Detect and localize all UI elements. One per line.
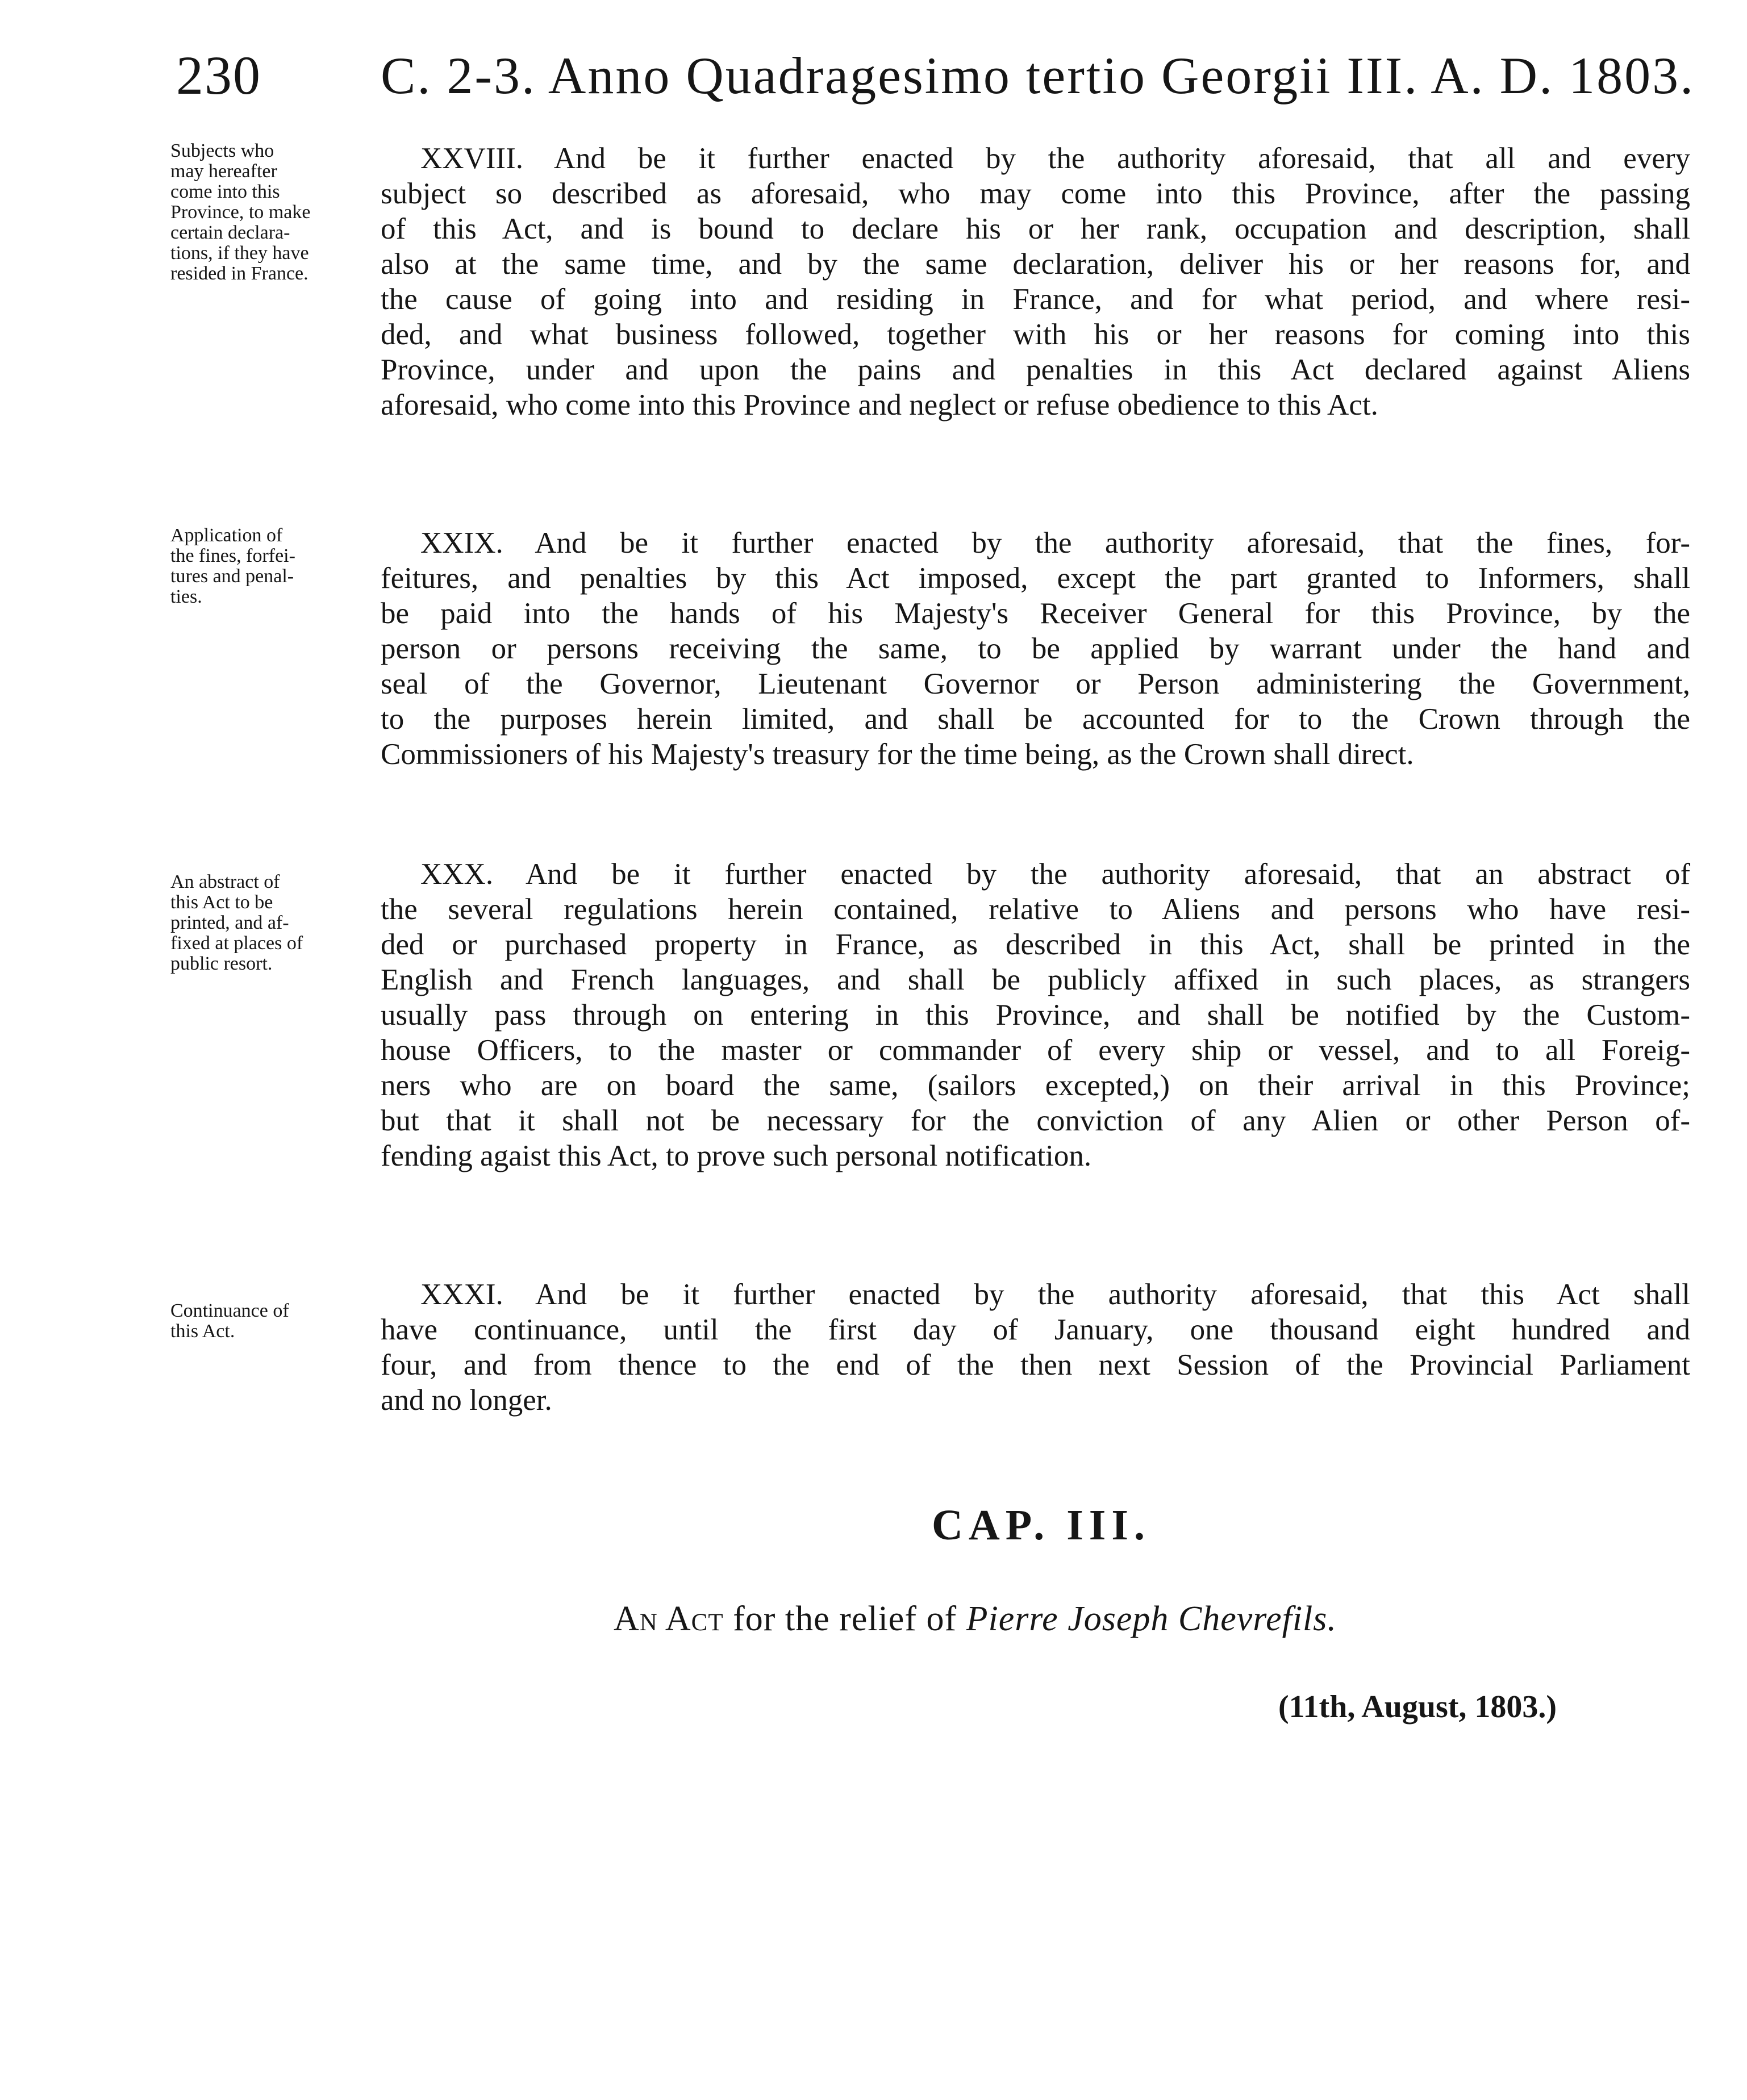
text-line: aforesaid, who come into this Province and neglect or refuse obedience to this Act. (381, 389, 1378, 421)
marginal-note-line: fixed at places of (170, 933, 303, 954)
text-line: fending agaist this Act, to prove such personal notification. (381, 1139, 1092, 1172)
text-line: feitures, and penalties by this Act imposed, except the part granted to Informers, shall (381, 562, 1690, 595)
chapter-title: CAP. III. (932, 1501, 1150, 1549)
text-line: of this Act, and is bound to declare his or her rank, occupation and description, shall (381, 212, 1690, 245)
marginal-note-line: may hereafter (170, 161, 277, 182)
page-number: 230 (176, 45, 261, 106)
marginal-note-line: this Act to be (170, 892, 273, 913)
act-title-middle: for the relief of (723, 1600, 966, 1638)
marginal-note-line: Subjects who (170, 140, 274, 161)
text-line: ded or purchased property in France, as described in this Act, shall be printed in the (381, 928, 1690, 961)
text-line: ners who are on board the same, (sailors excepted,) on their arrival in this Province; (381, 1069, 1690, 1102)
text-line: also at the same time, and by the same declaration, deliver his or her reasons for, and (381, 248, 1690, 281)
marginal-note-line: Application of (170, 525, 283, 546)
text-line: seal of the Governor, Lieutenant Governor or Person administering the Government, (381, 667, 1690, 700)
section-text (381, 141, 1690, 423)
text-line: have continuance, until the first day of January, one thousand eight hundred and (381, 1313, 1690, 1346)
text-line: usually pass through on entering in this Province, and shall be notified by the Custom- (381, 999, 1690, 1032)
marginal-note-line: Province, to make (170, 202, 311, 223)
marginal-note (170, 141, 366, 284)
act-title-name: Pierre Joseph Chevrefils. (966, 1600, 1337, 1638)
text-line: the several regulations herein contained, relative to Aliens and persons who have resi- (381, 893, 1690, 926)
text-line: Province, under and upon the pains and penalties in this Act declared against Aliens (381, 353, 1690, 386)
marginal-note-line: this Act. (170, 1321, 235, 1342)
text-line: XXIX. And be it further enacted by the authority aforesaid, that the fines, for- (420, 527, 1690, 560)
text-line: XXX. And be it further enacted by the authority aforesaid, that an abstract of (420, 858, 1690, 891)
act-title-prefix: An Act (614, 1600, 724, 1638)
section-text (381, 1277, 1690, 1418)
running-head: C. 2-3. Anno Quadragesimo tertio Georgii III. A. D. 1803. (381, 47, 1695, 105)
act-title (614, 1596, 1337, 1642)
marginal-note-line: public resort. (170, 953, 273, 974)
marginal-note-line: certain declara- (170, 222, 290, 243)
text-line: and no longer. (381, 1384, 552, 1417)
text-line: to the purposes herein limited, and shall be accounted for to the Crown through the (381, 703, 1690, 736)
marginal-note-line: An abstract of (170, 871, 280, 892)
marginal-note-line: the fines, forfei- (170, 545, 295, 566)
text-line: but that it shall not be necessary for the conviction of any Alien or other Person of- (381, 1104, 1690, 1137)
marginal-note (170, 525, 366, 607)
text-line: Commissioners of his Majesty's treasury for the time being, as the Crown shall direct. (381, 738, 1414, 771)
section-text (381, 857, 1690, 1174)
marginal-note-line: tions, if they have (170, 243, 309, 264)
marginal-note-line: printed, and af- (170, 912, 289, 933)
text-line: person or persons receiving the same, to be applied by warrant under the hand and (381, 632, 1690, 665)
text-line: be paid into the hands of his Majesty's Receiver General for this Province, by the (381, 597, 1690, 630)
page-header (176, 44, 1710, 112)
text-line: XXXI. And be it further enacted by the authority aforesaid, that this Act shall (420, 1278, 1690, 1311)
text-line: the cause of going into and residing in France, and for what period, and where resi- (381, 283, 1690, 316)
text-line: ded, and what business followed, together with his or her reasons for coming into this (381, 318, 1690, 351)
marginal-note (170, 1301, 366, 1342)
marginal-note-line: resided in France. (170, 263, 308, 284)
section-text (381, 525, 1690, 772)
act-date: (11th, August, 1803.) (1278, 1689, 1557, 1725)
text-line: English and French languages, and shall be publicly affixed in such places, as strangers (381, 963, 1690, 996)
marginal-note-line: ties. (170, 586, 202, 607)
marginal-note-line: come into this (170, 181, 280, 202)
text-line: XXVIII. And be it further enacted by the authority aforesaid, that all and every (420, 142, 1690, 175)
text-line: subject so described as aforesaid, who may come into this Province, after the passing (381, 177, 1690, 210)
marginal-note-line: tures and penal- (170, 566, 294, 587)
marginal-note (170, 872, 366, 974)
text-line: house Officers, to the master or commander of every ship or vessel, and to all Foreig- (381, 1034, 1690, 1067)
marginal-note-line: Continuance of (170, 1300, 289, 1321)
text-line: four, and from thence to the end of the then next Session of the Provincial Parliament (381, 1348, 1690, 1381)
